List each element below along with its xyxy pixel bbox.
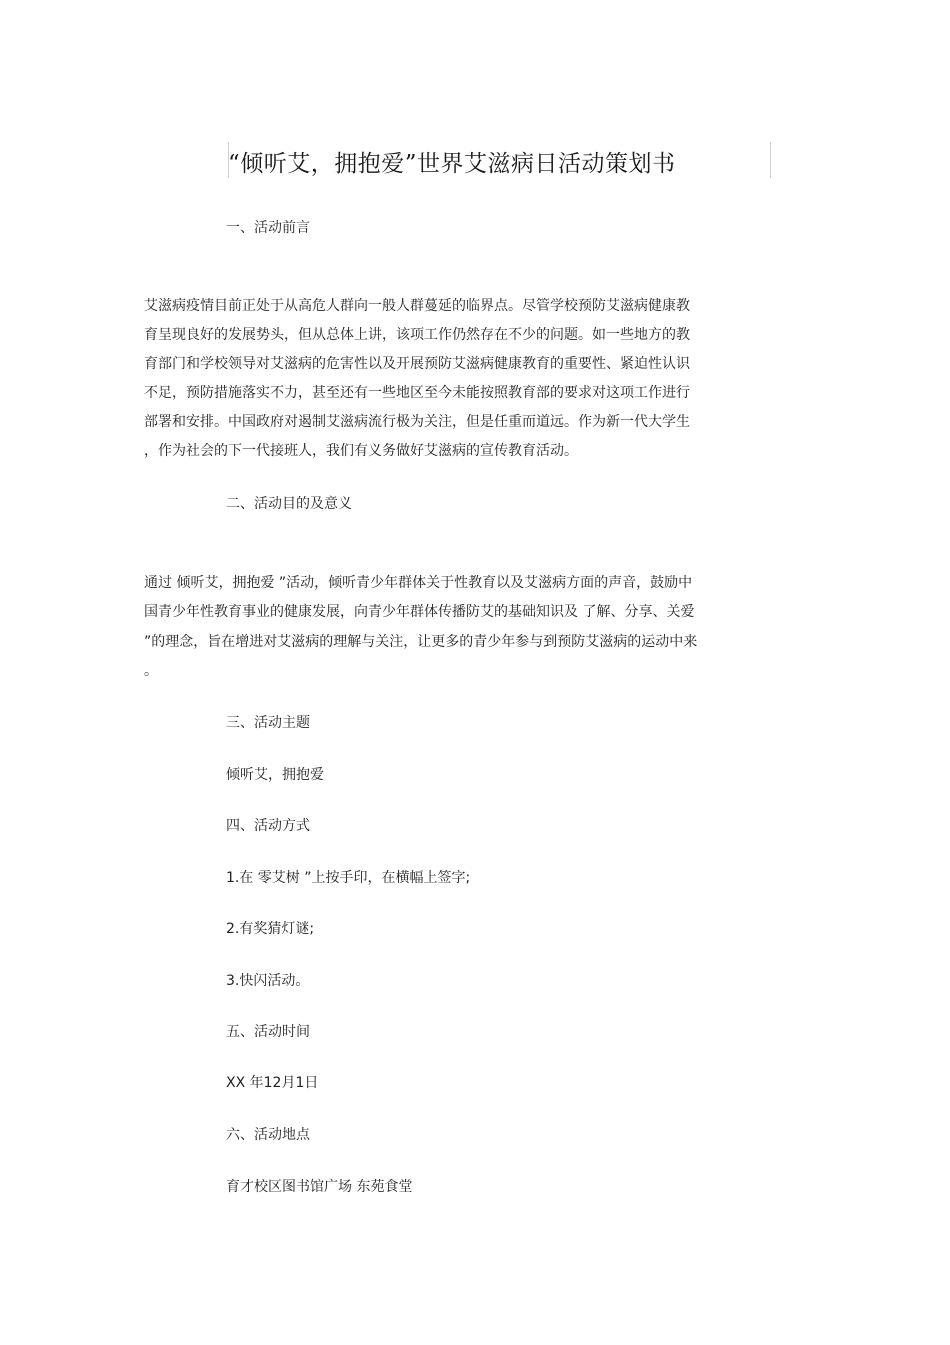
theme-text: 倾听艾，拥抱爱 <box>226 767 324 783</box>
purpose-line: ”的理念，旨在增进对艾滋病的理解与关注，让更多的青少年参与到预防艾滋病的运动中来 <box>144 634 698 650</box>
title-block <box>228 142 771 178</box>
section-heading-purpose: 二、活动目的及意义 <box>226 496 352 512</box>
preface-line: 不足，预防措施落实不力，甚至还有一些地区至今未能按照教育部的要求对这项工作进行 <box>144 385 690 401</box>
purpose-line: 通过 倾听艾，拥抱爱 ”活动，倾听青少年群体关于性教育以及艾滋病方面的声音，鼓励中 <box>144 575 693 591</box>
preface-line: 育部门和学校领导对艾滋病的危害性以及开展预防艾滋病健康教育的重要性、紧迫性认识 <box>144 356 690 372</box>
preface-line: 艾滋病疫情目前正处于从高危人群向一般人群蔓延的临界点。尽管学校预防艾滋病健康教 <box>144 298 690 314</box>
document-title: “倾听艾，拥抱爱”世界艾滋病日活动策划书 <box>228 151 676 177</box>
preface-line: 育呈现良好的发展势头，但从总体上讲，该项工作仍然存在不少的问题。如一些地方的教 <box>144 327 690 343</box>
section-heading-location: 六、活动地点 <box>226 1127 310 1143</box>
purpose-line: 。 <box>144 663 158 679</box>
section-heading-time: 五、活动时间 <box>226 1024 310 1040</box>
method-item: 3.快闪活动。 <box>226 973 310 989</box>
method-item: 1.在 零艾树 ”上按手印，在横幅上签字; <box>226 870 471 886</box>
location-text: 育才校区图书馆广场 东苑食堂 <box>226 1179 413 1195</box>
section-heading-preface: 一、活动前言 <box>226 220 310 236</box>
preface-line: ，作为社会的下一代接班人，我们有义务做好艾滋病的宣传教育活动。 <box>144 443 578 459</box>
method-item: 2.有奖猜灯谜; <box>226 921 315 937</box>
section-heading-method: 四、活动方式 <box>226 818 310 834</box>
title-right-rule <box>770 142 771 178</box>
purpose-line: 国青少年性教育事业的健康发展，向青少年群体传播防艾的基础知识及 了解、分享、关爱 <box>144 604 695 620</box>
section-heading-theme: 三、活动主题 <box>226 715 310 731</box>
preface-line: 部署和安排。中国政府对遏制艾滋病流行极为关注，但是任重而道远。作为新一代大学生 <box>144 414 690 430</box>
time-text: XX 年12月1日 <box>226 1075 319 1091</box>
